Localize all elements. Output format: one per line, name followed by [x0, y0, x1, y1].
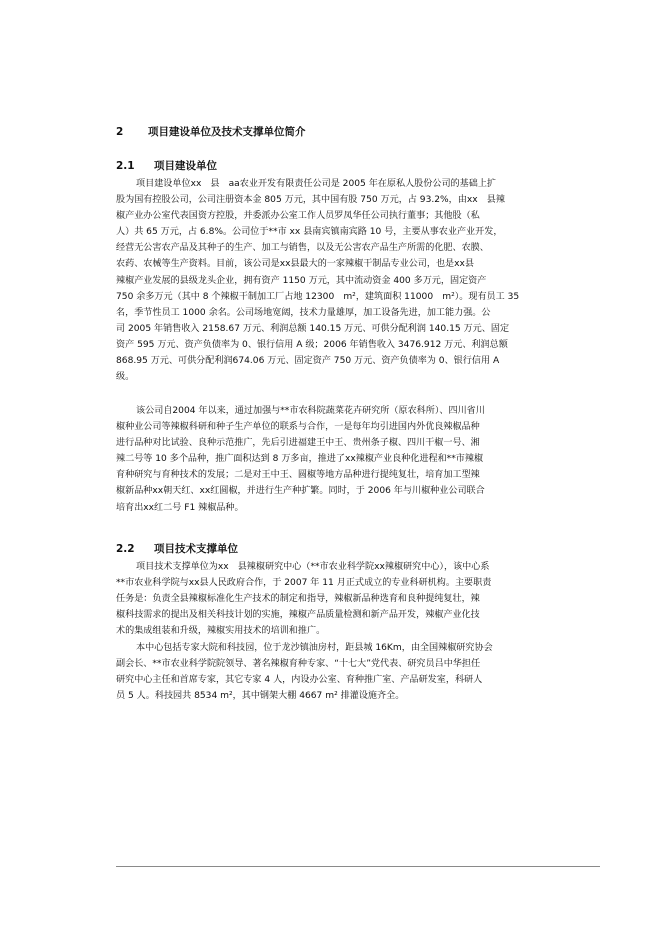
text-line: 培育出xx红二号 F1 辣椒品种。 — [116, 502, 244, 513]
section-2-1-number: 2.1 — [116, 160, 135, 172]
text-line: 农药、农械等生产资料。目前，该公司是xx县最大的一家辣椒干制品专业公司，也是xx县 — [116, 259, 474, 270]
text-line: 750 余多万元（其中 8 个辣椒干制加工厂占地 12300 m²，建筑面积 11000 m²）。现有员工 35 — [116, 291, 520, 302]
section-2-1-heading — [116, 159, 217, 173]
text-line: 资产 595 万元、资产负债率为 0、银行信用 A 级；2006 年销售收入 3476.912 万元、利润总额 — [116, 339, 508, 350]
text-line: 育种研究与育种技术的发展；二是对王中王、圆椒等地方品种进行提纯复壮，培育加工型辣 — [116, 470, 480, 481]
section-2-2-number: 2.2 — [116, 543, 135, 555]
text-line: 司 2005 年销售收入 2158.67 万元、利润总额 140.15 万元、可供分配利润 140.15 万元、固定 — [116, 323, 510, 334]
text-line: 级。 — [116, 372, 135, 383]
section-2-2-paragraph-1 — [116, 559, 604, 639]
text-line: 任务是：负责全县辣椒标准化生产技术的制定和指导，辣椒新品种选育和良种提纯复壮，辣 — [116, 594, 480, 605]
section-2-2-paragraph-2 — [116, 640, 604, 704]
text-line: 辣二号等 10 多个品种，推广面积达到 8 万多亩，推进了xx辣椒产业良种化进程和**市辣椒 — [116, 454, 484, 465]
text-line: 名，季节性员工 1000 余名。公司场地宽阔，技术力量雄厚，加工设备先进，加工能力强。公 — [116, 307, 491, 318]
text-line: 研究中心主任和首席专家，其它专家 4 人，内设办公室、育种推广室、产品研发室，科研人 — [116, 675, 483, 686]
section-2-title: 项目建设单位及技术支撑单位简介 — [148, 126, 306, 138]
text-line: 员 5 人。科技园共 8534 m²，其中钢架大棚 4667 m² 排灌设施齐全。 — [116, 691, 405, 702]
section-2-2-heading — [116, 542, 238, 556]
text-line: 经营无公害农产品及其种子的生产、加工与销售，以及无公害农产品生产所需的化肥、农膜、 — [116, 243, 489, 254]
text-line: 椒科技需求的提出及相关科技计划的实施，辣椒产品质量检测和新产品开发，辣椒产业化技 — [116, 610, 480, 621]
section-2-1-paragraph-2 — [116, 403, 604, 516]
section-2-heading — [116, 125, 306, 139]
section-2-1-title: 项目建设单位 — [154, 160, 217, 172]
text-line: 项目技术支撑单位为xx 县辣椒研究中心（**市农业科学院xx辣椒研究中心），该中心系 — [136, 562, 490, 572]
text-line: 该公司自2004 年以来，通过加强与**市农科院蔬菜花卉研究所（原农科所）、四川省川 — [136, 406, 485, 416]
text-line: 椒新品种xx朝天红、xx红圆椒，并进行生产种扩繁。同时，于 2006 年与川椒种业公司联合 — [116, 486, 485, 497]
section-2-1-paragraph-1 — [116, 176, 604, 385]
footer-divider — [116, 866, 600, 867]
text-line: 椒产业办公室代表国资方控股，并委派办公室工作人员罗凤华任公司执行董事；其他股（私 — [116, 211, 480, 222]
text-line: 术的集成组装和升级，辣椒实用技术的培训和推广。 — [116, 626, 326, 637]
text-line: **市农业科学院与xx县人民政府合作，于 2007 年 11 月正式成立的专业科研机构。主要职责 — [116, 578, 492, 589]
text-line: 副会长、**市农业科学院院领导、著名辣椒育种专家、“十七大”党代表、研究员吕中华担任 — [116, 659, 481, 670]
section-2-number: 2 — [116, 126, 124, 138]
text-line: 椒种业公司等辣椒科研和种子生产单位的联系与合作，一是每年均引进国内外优良辣椒品种 — [116, 422, 480, 433]
text-line: 股为国有控股公司，公司注册资本金 805 万元，其中国有股 750 万元，占 93.2%，由xx 县辣 — [116, 195, 505, 206]
text-line: 868.95 万元、可供分配利润674.06 万元、固定资产 750 万元、资产负债率为 0、银行信用 A — [116, 356, 500, 367]
text-line: 进行品种对比试验、良种示范推广，先后引进福建王中王、贵州条子椒、四川干椒一号、湘 — [116, 438, 480, 449]
text-line: 本中心包括专家大院和科技园，位于龙沙镇油房村，距县城 16Km，由全国辣椒研究协会 — [136, 643, 493, 653]
text-line: 人）共 65 万元，占 6.8%。公司位于**市 xx 县南宾镇南宾路 10 号，主要从事农业产业开发， — [116, 227, 503, 238]
section-2-2-title: 项目技术支撑单位 — [154, 543, 238, 555]
text-line: 项目建设单位xx 县 aa农业开发有限责任公司是 2005 年在原私人股份公司的基础上扩 — [136, 179, 497, 189]
text-line: 辣椒产业发展的县级龙头企业，拥有资产 1150 万元，其中流动资金 400 多万元，固定资产 — [116, 275, 487, 286]
